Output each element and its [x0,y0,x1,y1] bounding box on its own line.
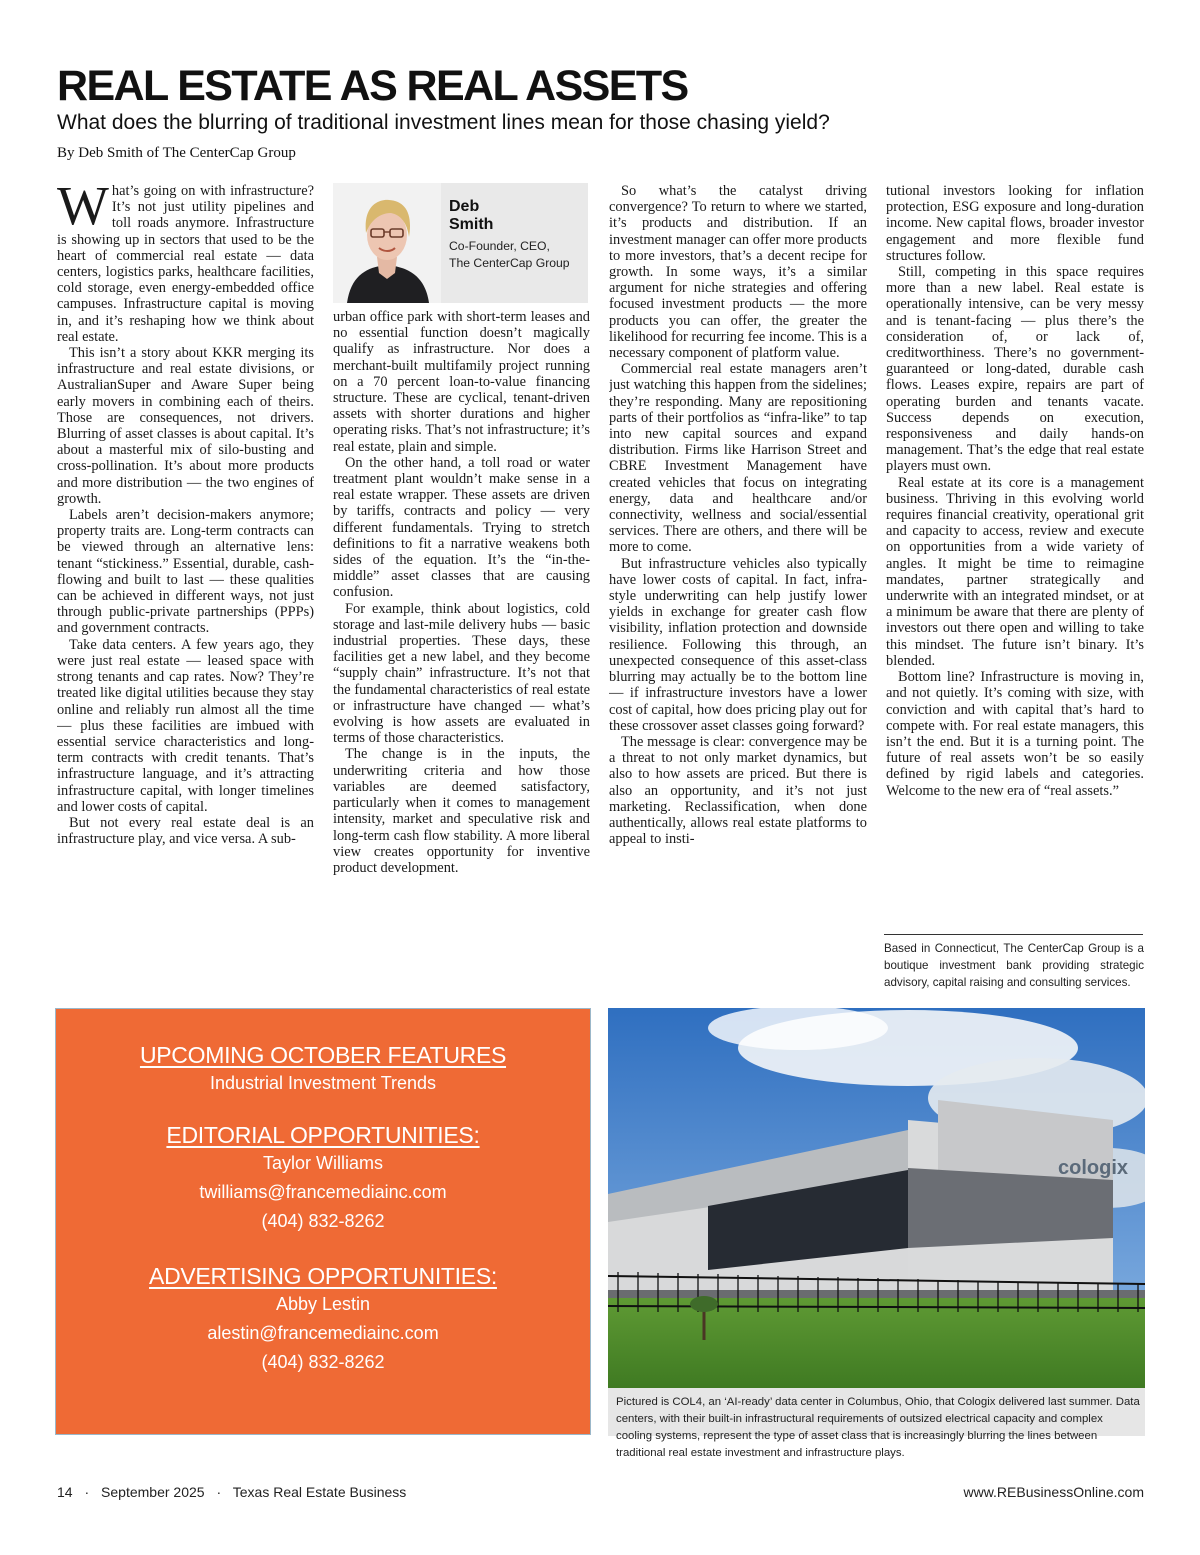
article-title: REAL ESTATE AS REAL ASSETS [57,62,688,110]
about-divider [884,934,1143,935]
article-column-2 [333,309,590,995]
article-paragraph: But infrastructure vehicles also typically have lower costs of capital. In fact, infra-style underwriting can help justify lower yields in exchange for greater cash flow visibility, inflation protection and downside resilience. Following this through, an unexpected consequence of this asset-class blurring may actually be to the bottom line — if infrastructure investors have a lower cost of capital, how does pricing play out for these crossover asset classes going forward? [609,555,867,734]
article-column-4 [886,183,1144,925]
article-paragraph: Take data centers. A few years ago, they were just real estate — leased space with strong tenants and cap rates. Now? They’re treated like digital utilities because they stay online and reliably run almost all the time — plus these facilities are imbued with essential service characteristics and long-term contracts with credit tenants. That’s infrastructure language, and it’s attracting infrastructure capital, with longer timelines and lower costs of capital. [57,636,314,815]
editorial-contact-email[interactable]: twilliams@francemediainc.com [199,1182,447,1202]
advertising-contact-name: Abby Lestin [275,1294,371,1314]
byline: By Deb Smith of The CenterCap Group [57,145,296,161]
article-paragraph: On the other hand, a toll road or water treatment plant wouldn’t make sense in a real estate wrapper. These assets are driven by tariffs, contracts and policy — very different fundamentals. Trying to stretch definitions to fit a narrative weakens both sides of the equation. It’s the “in-the-middle” asset classes that are causing confusion. [333,454,590,601]
article-subtitle: What does the blurring of traditional investment lines mean for those chasing yield? [57,111,830,134]
editorial-contact-name: Taylor Williams [262,1153,383,1173]
article-paragraph: Commercial real estate managers aren’t just watching this happen from the sidelines; they’re responding. Many are repositioning parts of their portfolios as “infra-like” to tap into new capital sources and expand distribution. Firms like Harrison Street and CBRE Investment Management have created vehicles that focus on integrating energy, data and healthcare and/or connectivity, wellness and social/essential services. There are others, and there will be more to come. [609,361,867,556]
page-footer-left [57,1482,406,1502]
article-column-1 [57,183,314,995]
author-name: Deb Smith [449,198,494,233]
promo-heading-features: UPCOMING OCTOBER FEATURES [139,1042,507,1068]
website-link[interactable]: www.REBusinessOnline.com [963,1484,1144,1500]
data-center-photo [608,1008,1145,1388]
article-paragraph: Still, competing in this space requires more than a new label. Real estate is operationally intensive, can be very messy and is tenant-facing — plus there’s the consideration of, or lack of, creditworthiness. There’s no government-guaranteed or long-dated, durable cash flows. Leases expire, repairs are part of operating burden and tenants vacate. Success depends on execution, responsiveness and daily hands-on management. That’s the edge that real estate players must own. [886,264,1144,475]
article-paragraph: But not every real estate deal is an infrastructure play, and vice versa. A sub- [57,814,314,848]
article-paragraph: Labels aren’t decision-makers anymore; property traits are. Long-term contracts can be viewed through an alternative lens: tenant “stickiness.” Essential, durable, cash-flowing and built to last — these qualities can be achieved in different ways, not just through public-private partnerships (PPPs) and government contracts. [57,507,314,637]
article-paragraph: So what’s the catalyst driving convergence? To return to where we started, it’s products and distribution. If an investment manager can offer more products to more investors, that’s a decent recipe for growth. In some ways, it’s a similar argument for niche strategies and offering focused investment products — the more products you can offer, the greater the likelihood for recurring fee income. This is a necessary component of platform value. [609,183,867,362]
article-paragraph: The change is in the inputs, the underwriting criteria and how those variables are deemed satisfactory, particularly when it comes to management intensity, market and speculative risk and long-term cash flow stability. A more liberal view creates opportunity for inventive product development. [333,746,590,876]
article-paragraph: Real estate at its core is a management business. Thriving in this evolving world requires financial creativity, operational grit and capacity to access, review and execute on opportunities from a wide variety of angles. It might be time to reimagine mandates, partner strategically and underwrite with an integrated mindset, or at a minimum be aware that there are plenty of investors out there open and willing to take this mindset. The future isn’t binary. It’s blended. [886,474,1144,669]
upcoming-features-box [55,1008,591,1435]
article-paragraph: urban office park with short-term leases and no essential function doesn’t magically qualify as infrastructure. Nor does a merchant-built multifamily project running on a 70 percent loan-to-value financing structure. These are cyclical, tenant-driven assets with shorter durations and higher operating risks. That’s not infrastructure; it’s real estate, plain and simple. [333,309,590,455]
promo-feature-topic: Industrial Investment Trends [209,1073,437,1093]
footer-separator: · [84,1484,90,1500]
article-paragraph: The message is clear: convergence may be a threat to not only market dynamics, but also to how assets are priced. But there is also an opportunity, and it’s not just marketing. Reclassification, when done authentically, allows real estate platforms to appeal to insti- [609,733,867,848]
promo-heading-advertising: ADVERTISING OPPORTUNITIES: [149,1263,497,1289]
issue-date: September 2025 [101,1484,205,1500]
drop-cap: W [57,183,109,236]
advertising-contact-email[interactable]: alestin@francemediainc.com [207,1323,439,1343]
publication-name: Texas Real Estate Business [232,1484,407,1500]
article-column-3 [609,183,867,995]
photo-caption: Pictured is COL4, an ‘AI-ready’ data center in Columbus, Ohio, that Cologix delivered last summer. Data centers, with their built-in infrastructural requirements of outsized electrical capacity and complex cooling systems, represent the type of asset class that is increasingly blurring the lines between traditional real estate investment and infrastructure plays. [616,1396,1140,1459]
footer-separator: · [216,1484,222,1500]
promo-heading-editorial: EDITORIAL OPPORTUNITIES: [166,1122,480,1148]
article-paragraph: For example, think about logistics, cold storage and last-mile delivery hubs — basic industrial properties. These days, these facilities get a new label, and they become “supply chain” infrastructure. It’s not that the fundamental characteristics of real estate or infrastructure have changed — what’s evolving is how assets are evaluated in terms of those characteristics. [333,600,590,747]
building-sign: cologix [1058,1157,1129,1179]
article-paragraph: Bottom line? Infrastructure is moving in, and not quietly. It’s coming with size, with conviction and with capital that’s hard to compete with. For real estate managers, this isn’t the end. But it is a turning point. The future of real assets won’t be so easily defined by rigid labels and categories. Welcome to the new era of “real assets.” [886,669,1144,799]
author-portrait [333,183,441,303]
author-title: Co-Founder, CEO, The CenterCap Group [449,239,570,270]
author-company-note: Based in Connecticut, The CenterCap Group is a boutique investment bank providing strategic advisory, capital raising and consulting services. [884,942,1144,989]
editorial-contact-phone: (404) 832-8262 [261,1211,385,1231]
page-number: 14 [57,1484,73,1500]
advertising-contact-phone: (404) 832-8262 [261,1352,385,1372]
article-paragraph: What’s going on with infrastructure? It’s not just utility pipelines and toll roads anymore. Infrastructure is showing up in sectors that used to be the heart of commercial real estate — data centers, logistics parks, healthcare facilities, cold storage, even energy-embedded office campuses. Infrastructure capital is moving in, and it’s reshaping how we think about real estate. [57,183,314,345]
article-paragraph: tutional investors looking for inflation protection, ESG exposure and long-duration income. New capital flows, broader investor engagement and more flexible fund structures follow. [886,183,1144,264]
article-paragraph: This isn’t a story about KKR merging its infrastructure and real estate divisions, or AustralianSuper and Aware Super being early movers in combining each of theirs. Those are consequences, not drivers. Blurring of asset classes is about capital. It’s about a masterful mix of silo-busting and cross-pollination. It’s about more products and more distribution — the two engines of growth. [57,345,314,507]
